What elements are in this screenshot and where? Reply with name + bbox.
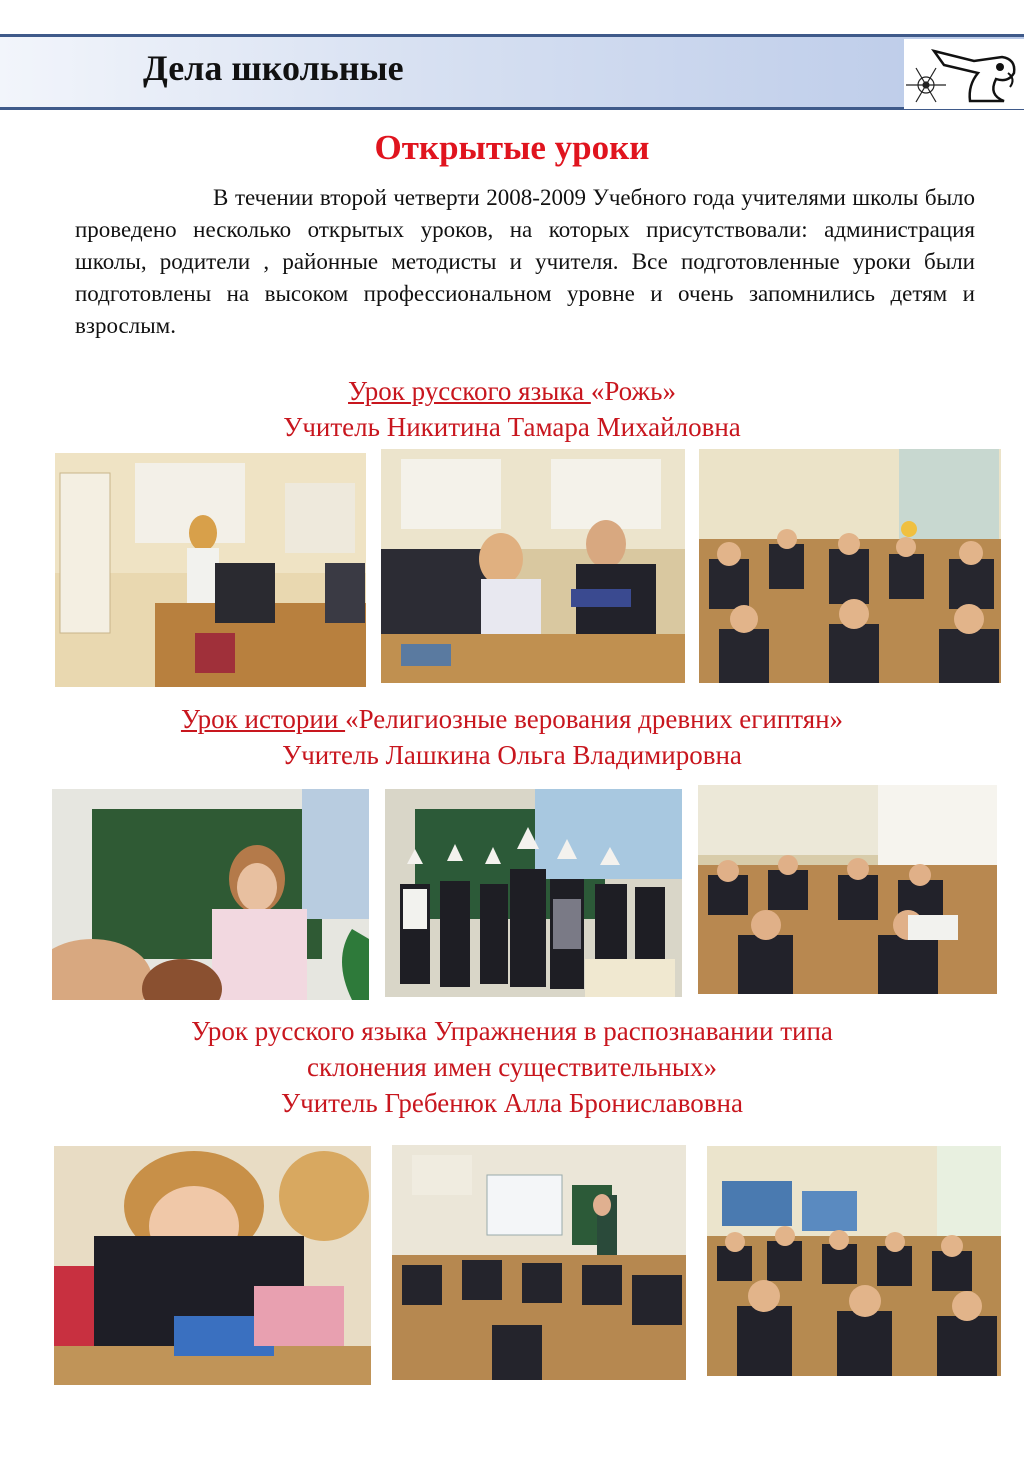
lesson-1-title [0,373,1024,409]
section-title: Дела школьные [143,48,404,88]
lesson-3-teacher: Учитель Гребенюк Алла Брониславовна [281,1088,743,1118]
lesson-2-title [0,701,1024,737]
lesson-2-teacher: Учитель Лашкина Ольга Владимировна [282,740,742,770]
lesson-3-photo-2 [392,1145,686,1380]
lesson-1-topic: «Рожь» [590,376,676,406]
lesson-3-photo-1 [54,1146,371,1385]
pelican-logo-icon [904,39,1024,109]
lesson-2-photo-1 [52,789,369,1000]
lesson-1-subject: Урок русского языка [348,376,591,406]
lesson-3-caption [0,1013,1024,1121]
lesson-1-photo-3 [699,449,1001,683]
lesson-1-photo-1 [55,453,366,687]
lesson-1-photo-2 [381,449,685,683]
lesson-1-caption [0,373,1024,445]
lesson-3-photo-3 [707,1146,1001,1376]
lesson-3-title-line-1: Урок русского языка Упражнения в распознавании типа [191,1016,833,1046]
lesson-1-teacher: Учитель Никитина Тамара Михайловна [283,412,741,442]
intro-paragraph: В течении второй четверти 2008-2009 Учебного года учителями школы было проведено несколько открытых уроков, на которых присутствовали: администрация школы, родители , районные методисты и учителя. Все подготовленные уроки были подготовлены на высоком профессиональном уровне и очень запомнились детям и взрослым. [75,185,975,338]
lesson-2-caption [0,701,1024,773]
lesson-3-title-line-2: склонения имен существительных» [306,1052,717,1082]
page-title: Открытые уроки [374,128,650,167]
header-band [0,34,1024,110]
lesson-2-subject: Урок истории [180,704,346,734]
lesson-2-photo-2 [385,789,682,997]
lesson-2-topic: «Религиозные верования древних египтян» [345,704,844,734]
lesson-2-photo-3 [698,785,997,994]
